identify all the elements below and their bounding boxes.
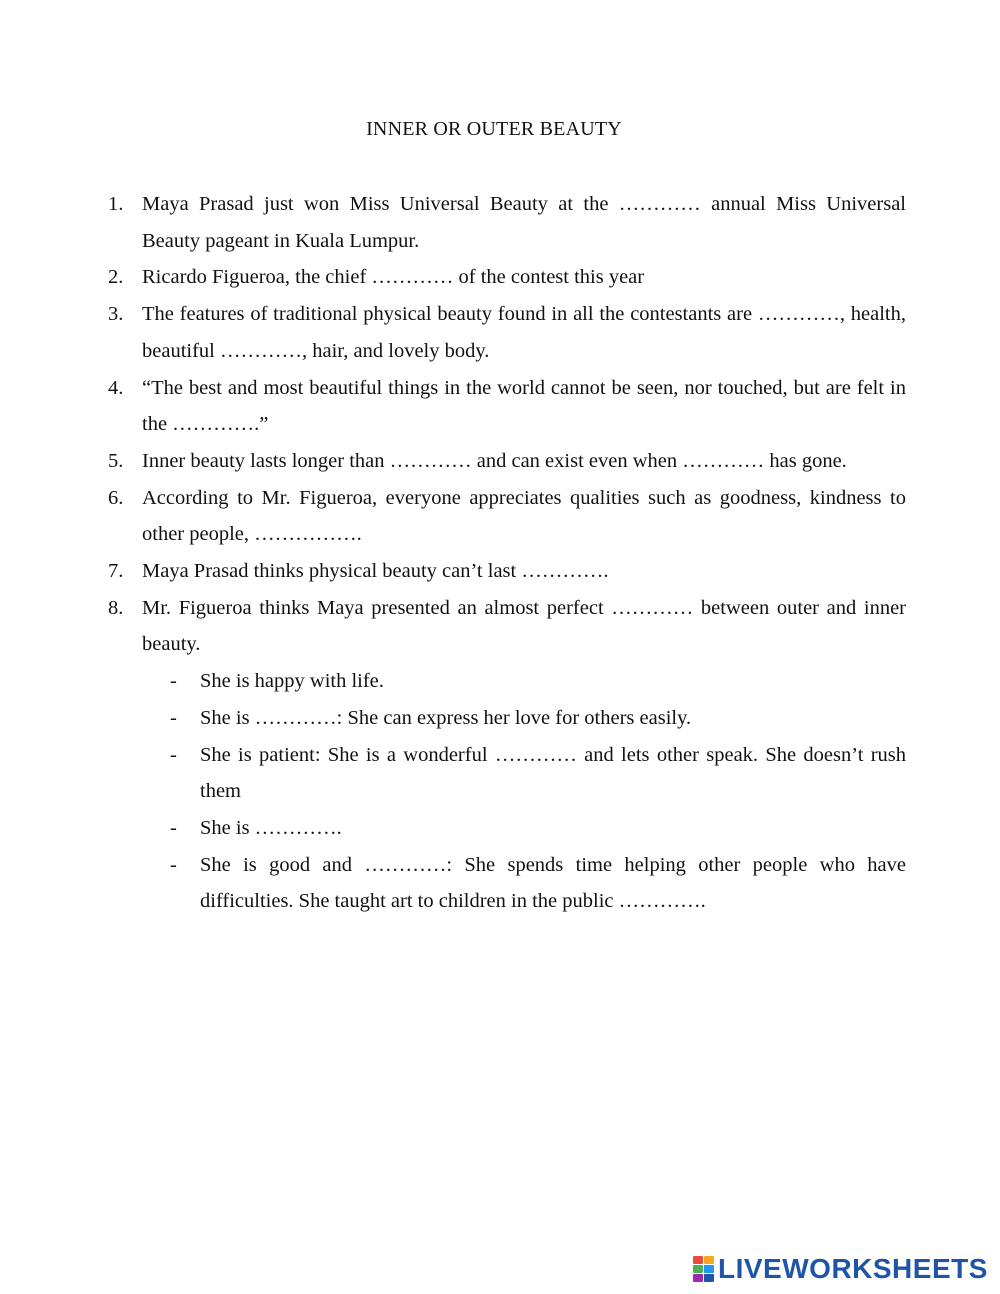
- liveworksheets-logo-icon: [693, 1256, 714, 1282]
- question-number: 6.: [108, 486, 124, 509]
- liveworksheets-logo: [693, 1254, 988, 1284]
- sub-item-text: She is patient: She is a wonderful ………… and lets other speak. She doesn’t rush them: [200, 743, 906, 803]
- question-number: 3.: [108, 303, 124, 326]
- question-item: [108, 370, 906, 443]
- question-number: 8.: [108, 596, 124, 619]
- question-text: According to Mr. Figueroa, everyone appreciates qualities such as goodness, kindness to other people, …………….: [142, 486, 906, 546]
- sub-item-bullet: -: [170, 706, 177, 729]
- question-item: [108, 480, 906, 553]
- sub-item-text: She is happy with life.: [200, 670, 384, 693]
- question-item: [108, 186, 906, 259]
- sub-item: [166, 847, 906, 920]
- question-text: Ricardo Figueroa, the chief ………… of the contest this year: [142, 266, 645, 289]
- sub-item: [166, 737, 906, 810]
- sub-item-text: She is ………….: [200, 816, 342, 839]
- question-text: The features of traditional physical beauty found in all the contestants are …………, health, beautiful …………, hair, and lovely body.: [142, 303, 906, 362]
- sub-item-text: She is good and …………: She spends time helping other people who have difficulties. She taught art to children in the public ………….: [200, 853, 906, 913]
- question-item: [108, 296, 906, 369]
- question-item: [108, 590, 906, 663]
- logo-tile: [693, 1265, 703, 1273]
- sub-item-list: [166, 663, 906, 920]
- question-number: 4.: [108, 376, 124, 399]
- question-text: Inner beauty lasts longer than ………… and can exist even when ………… has gone.: [142, 449, 847, 472]
- sub-item-bullet: -: [170, 743, 177, 766]
- sub-item: [166, 700, 906, 737]
- sub-item: [166, 663, 906, 700]
- question-item: [108, 553, 906, 590]
- question-item: [108, 443, 906, 480]
- sub-item-bullet: -: [170, 853, 177, 876]
- question-number: 5.: [108, 449, 124, 472]
- question-list: [108, 186, 906, 920]
- logo-tile: [704, 1256, 714, 1264]
- sub-item-text: She is …………: She can express her love for others easily.: [200, 706, 692, 729]
- question-text: “The best and most beautiful things in the world cannot be seen, nor touched, but are felt in the ………….”: [142, 376, 906, 436]
- question-text: Maya Prasad just won Miss Universal Beauty at the ………… annual Miss Universal Beauty pageant in Kuala Lumpur.: [142, 193, 906, 252]
- logo-tile: [704, 1265, 714, 1273]
- worksheet-title: INNER OR OUTER BEAUTY: [366, 118, 622, 140]
- question-text: Maya Prasad thinks physical beauty can’t last ………….: [142, 560, 609, 583]
- logo-tile: [693, 1274, 703, 1282]
- logo-text: LIVEWORKSHEETS: [718, 1253, 988, 1284]
- question-number: 7.: [108, 560, 124, 583]
- sub-item-bullet: -: [170, 816, 177, 839]
- question-text: Mr. Figueroa thinks Maya presented an almost perfect ………… between outer and inner beauty.: [142, 596, 906, 656]
- question-number: 1.: [108, 193, 124, 215]
- sub-item: [166, 810, 906, 847]
- logo-tile: [693, 1256, 703, 1264]
- logo-tile: [704, 1274, 714, 1282]
- question-number: 2.: [108, 266, 124, 289]
- sub-item-bullet: -: [170, 670, 177, 693]
- question-item: [108, 259, 906, 296]
